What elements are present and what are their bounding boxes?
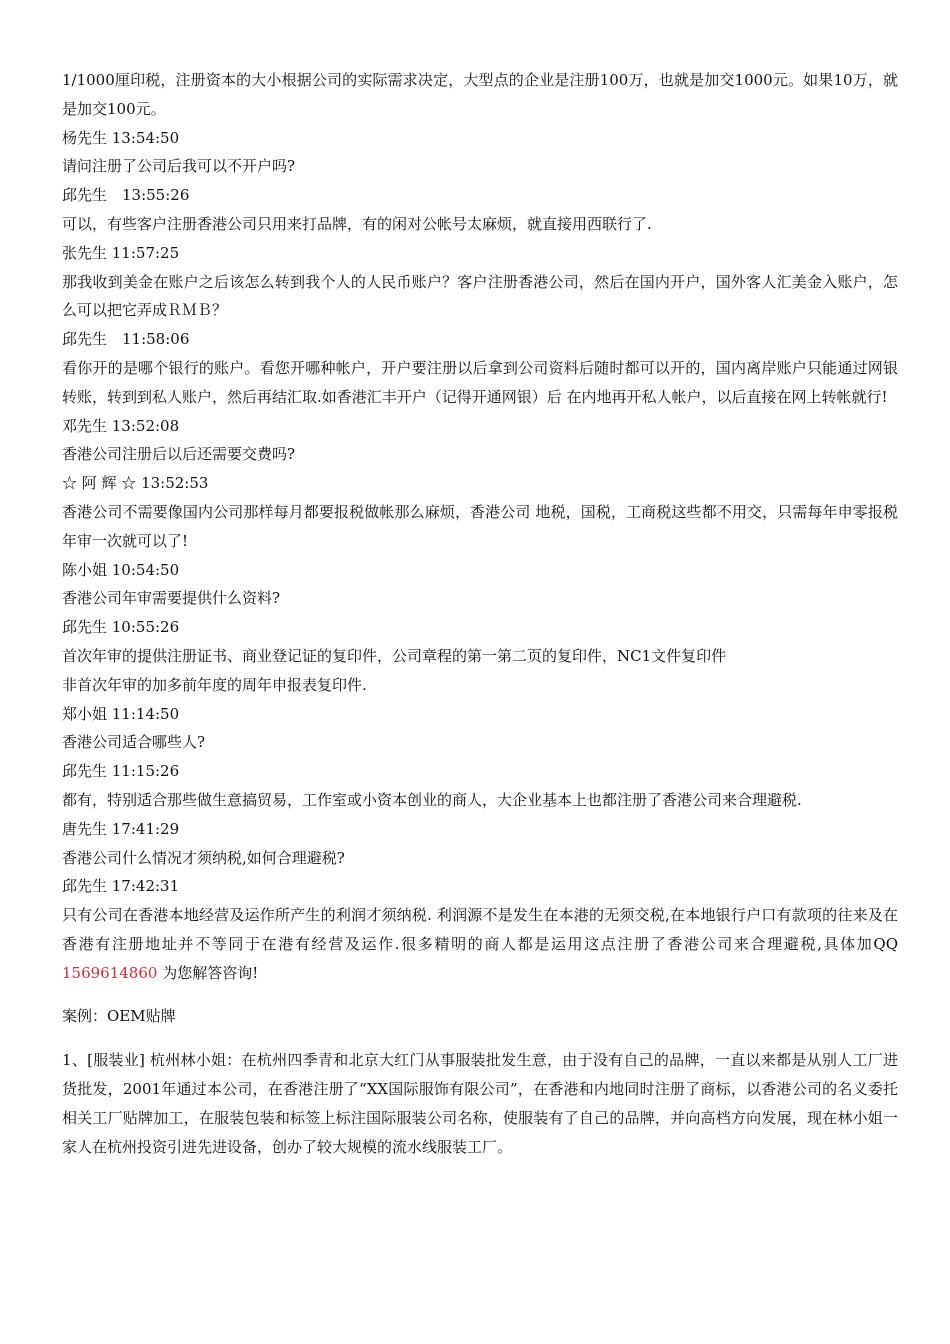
speaker-line: ☆ 阿 辉 ☆ 13:52:53 [62,474,209,493]
document-page [62,66,898,1161]
speaker-line: 陈小姐 10:54:50 [62,560,180,579]
message-text: 香港公司什么情况才须纳税,如何合理避税? [62,848,345,867]
speaker-line: 唐先生 17:41:29 [62,819,180,838]
answer-text: 只有公司在香港本地经营及运作所产生的利润才须纳税. 利润源不是发生在本港的无须交税,在本地银行户口有款项的往来及在香港有注册地址并不等同于在港有经营及运作.很多精明的商人都是运用这点注册了香港公司来合理避税,具体加QQ [62,906,898,953]
answer-text-end: 为您解答咨询! [157,963,259,982]
case-heading: 案例：OEM贴牌 [62,1006,176,1025]
speaker-line: 邱先生 11:58:06 [62,330,190,349]
speaker-line: 邱先生 17:42:31 [62,877,180,896]
speaker-line: 邱先生 11:15:26 [62,762,180,781]
message-text: 香港公司注册后以后还需要交费吗? [62,445,296,464]
intro-paragraph: 1/1000厘印税，注册资本的大小根据公司的实际需求决定，大型点的企业是注册100万，也就是加交1000元。如果10万，就是加交100元。 [62,71,898,118]
message-text: 首次年审的提供注册证书、商业登记证的复印件，公司章程的第一第二页的复印件，NC1文件复印件 [62,646,727,665]
speaker-line: 邓先生 13:52:08 [62,416,180,435]
message-text: 都有，特别适合那些做生意搞贸易，工作室或小资本创业的商人，大企业基本上也都注册了香港公司来合理避税. [62,790,802,809]
message-text: 看你开的是哪个银行的账户。看您开哪种帐户，开户要注册以后拿到公司资料后随时都可以开的，国内离岸账户只能通过网银转账，转到到私人账户，然后再结汇取.如香港汇丰开户（记得开通网银）后 在内地再开私人帐户，以后直接在网上转帐就行! [62,358,898,406]
speaker-line: 张先生 11:57:25 [62,243,180,262]
case-paragraph: 1、[服装业] 杭州林小姐：在杭州四季青和北京大红门从事服装批发生意，由于没有自己的品牌，一直以来都是从别人工厂进货批发，2001年通过本公司，在香港注册了“XX国际服饰有限公司”，在香港和内地同时注册了商标，以香港公司的名义委托相关工厂贴牌加工，在服装包装和标签上标注国际服装公司名称，使服装有了自己的品牌，并向高档方向发展，现在林小姐一家人在杭州投资引进先进设备，创办了较大规模的流水线服装工厂。 [62,1051,898,1156]
speaker-line: 郑小姐 11:14:50 [62,704,180,723]
speaker-line: 邱先生 10:55:26 [62,618,180,637]
message-text: 香港公司不需要像国内公司那样每月都要报税做帐那么麻烦，香港公司 地税，国税，工商税这些都不用交，只需每年申零报税年审一次就可以了! [62,502,898,550]
message-text [62,901,898,987]
speaker-line: 杨先生 13:54:50 [62,128,180,147]
message-text: 那我收到美金在账户之后该怎么转到我个人的人民币账户？客户注册香港公司，然后在国内开户，国外客人汇美金入账户，怎么可以把它弄成ＲＭＢ？ [62,272,898,320]
message-text: 请问注册了公司后我可以不开户吗? [62,157,296,176]
message-text: 非首次年审的加多前年度的周年申报表复印件. [62,675,367,694]
qq-number: 1569614860 [62,963,158,982]
speaker-line: 邱先生 13:55:26 [62,186,190,205]
message-text: 香港公司年审需要提供什么资料? [62,589,281,608]
message-text: 可以，有些客户注册香港公司只用来打品牌，有的闲对公帐号太麻烦，就直接用西联行了. [62,214,652,233]
message-text: 香港公司适合哪些人? [62,733,206,752]
